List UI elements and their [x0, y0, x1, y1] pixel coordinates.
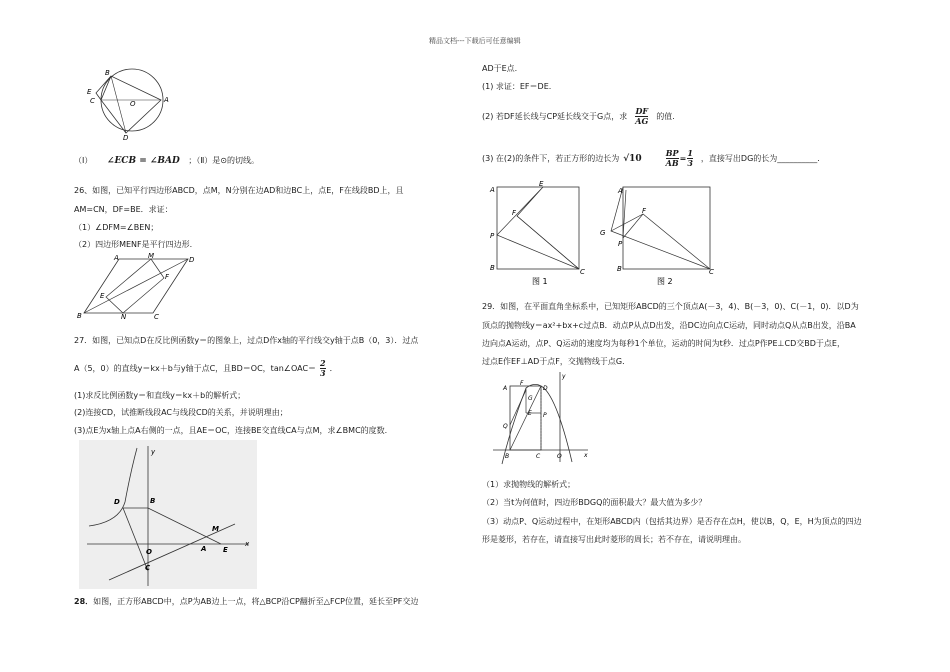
label-d: D [123, 134, 129, 140]
svg-text:O: O [146, 548, 152, 556]
q29-part3-line1: （3）动点P、Q运动过程中，在矩形ABCD内（包括其边界）是否存在点H，使以B，Q，E，H为顶点的四边 [482, 517, 862, 526]
q26-line3: （1）∠DFM=∠BEN； [74, 223, 159, 232]
q28-part3: (3) 在(2)的条件下，若正方形的边长为 √10 $\frac{BP}{AB}$ = $\frac{1}{3}$ ，直接写出DG的长为 __________. [482, 148, 820, 168]
svg-text:P: P [543, 412, 547, 419]
label-e: E [87, 88, 92, 96]
q29-part2: （2）当t为何值时，四边形BDGQ的面积最大？最大值为多少？ [482, 498, 707, 507]
svg-text:P: P [490, 232, 495, 240]
label-a: A [164, 96, 169, 104]
square-figure-2 [596, 180, 716, 290]
svg-text:B: B [150, 497, 156, 505]
q29-part1: （1）求抛物线的解析式； [482, 480, 576, 489]
svg-text:A: A [201, 545, 207, 553]
svg-text:E: E [223, 546, 228, 554]
svg-text:B: B [505, 453, 510, 460]
df-ag-fraction: $\frac{DF}{AG}$ [635, 106, 649, 126]
svg-text:x: x [245, 540, 250, 548]
q26-line1: 26、如图，已知平行四边形ABCD，点M，N分别在边AD和边BC上，点E，F在线段BD上，且 [74, 186, 404, 195]
svg-text:C: C [709, 268, 714, 276]
svg-text:F: F [642, 207, 647, 215]
svg-text:E: E [528, 410, 532, 417]
svg-text:P: P [618, 240, 623, 248]
label-c: C [90, 97, 95, 105]
q28-continuation: AD于E点. [482, 64, 518, 73]
q27-line1: 27．如图，已知点D在反比例函数y＝的图象上，过点D作x轴的平行线交y轴于点B（0，3）．过点 [74, 336, 419, 345]
circle-figure [82, 64, 174, 140]
svg-text:A: A [618, 187, 623, 195]
q29-part3-line2: 形是菱形，若存在，请直接写出此时菱形的周长；若不存在，请说明理由。 [482, 535, 746, 544]
q29-line4: 过点E作EF⊥AD于点F，交抛物线于点G． [482, 357, 631, 366]
svg-text:C: C [580, 268, 585, 276]
svg-text:y: y [562, 373, 566, 380]
svg-text:C: C [145, 564, 151, 572]
svg-text:B: B [617, 265, 622, 273]
svg-text:x: x [584, 452, 588, 459]
q27-line4: (2)连接CD，试推断线段AC与线段CD的关系，并说明理由； [74, 408, 288, 417]
q28-line1: 28．如图，正方形ABCD中，点P为AB边上一点，将△BCP沿CP翻折至△FCP位置，延长至PF交边 [74, 597, 419, 606]
svg-text:A: A [503, 385, 508, 392]
svg-text:G: G [528, 395, 533, 402]
svg-text:B: B [490, 264, 495, 272]
parallelogram-figure [76, 252, 198, 320]
svg-text:A: A [490, 186, 495, 194]
q25-part1-math: ∠ECB = ∠BAD [106, 156, 180, 166]
label-b: B [105, 69, 110, 77]
diagonal-bd [84, 259, 188, 313]
svg-text:N: N [121, 313, 127, 320]
sqrt-ten: √10 [623, 153, 642, 164]
figure-2-caption: 图 2 [657, 277, 673, 286]
q26-line4: （2）四边形MENF是平行四边形. [74, 240, 193, 249]
svg-text:Q: Q [503, 423, 508, 430]
svg-text:A: A [114, 254, 119, 262]
svg-text:B: B [77, 312, 82, 320]
label-o: O [130, 100, 136, 108]
answer-blank[interactable]: __________. [777, 153, 820, 163]
q26-line2: AM=CN，DF=BE．求证： [74, 205, 173, 214]
svg-text:C: C [154, 313, 159, 320]
svg-text:E: E [539, 180, 544, 188]
svg-text:M: M [212, 525, 219, 533]
q27-line5: (3)点E为x轴上点A右侧的一点，且AE＝OC，连接BE交直线CA与点M，求∠BMC的度数. [74, 426, 388, 435]
q29-line2: 顶点的抛物线y＝ax²+bx+c过点B．动点P从点D出发，沿DC边向点C运动，同时动点Q从点B出发，沿BA [482, 321, 856, 330]
q27-line3: (1)求反比例函数y＝和直线y＝kx＋b的解析式； [74, 391, 246, 400]
svg-text:G: G [600, 229, 606, 237]
svg-text:F: F [165, 273, 170, 281]
svg-text:C: C [536, 453, 541, 460]
one-third-fraction: $\frac{1}{3}$ [687, 148, 693, 168]
q29-line1: 29．如图，在平面直角坐标系中，已知矩形ABCD的三个顶点A(－3，4)、B(－3，0)、C(－1，0)．以D为 [482, 302, 859, 311]
q29-line3: 边向点A运动，点P、Q运动的速度均为每秒1个单位，运动的时间为t秒．过点P作PE⊥CD交BD于点E， [482, 339, 845, 348]
parabola-figure [490, 370, 592, 466]
q25-part2: ；（Ⅱ）是⊙的切线。 [188, 156, 260, 165]
q27-line2: A（5，0）的直线y＝kx＋b与y轴于点C，且BD＝OC，tan∠OAC＝ $\frac{2}{3}$ ． [74, 358, 338, 378]
svg-text:y: y [151, 448, 156, 456]
q28-part1: (1) 求证：EF＝DE. [482, 82, 552, 91]
q25-answer-line [74, 156, 259, 166]
square-figure-1 [488, 180, 588, 290]
svg-text:F: F [520, 380, 524, 387]
bp-ab-fraction: $\frac{BP}{AB}$ [665, 148, 679, 168]
svg-text:F: F [512, 209, 517, 217]
hyperbola-figure [79, 440, 257, 589]
svg-text:D: D [543, 385, 548, 392]
page-header: 精品文档---下载后可任意编辑 [429, 37, 521, 45]
svg-text:D: D [189, 256, 195, 264]
q28-part2: (2) 若DF延长线与CP延长线交于G点，求 $\frac{DF}{AG}$ 的值. [482, 106, 675, 126]
svg-text:E: E [100, 292, 105, 300]
q25-part1-prefix: （Ⅰ） [74, 156, 93, 165]
quad-menf [106, 259, 164, 313]
svg-text:M: M [148, 252, 155, 260]
figure-background [79, 440, 257, 589]
tan-fraction: $\frac{2}{3}$ [320, 358, 326, 378]
svg-text:D: D [114, 498, 120, 506]
figure-1-caption: 图 1 [532, 277, 548, 286]
svg-text:O: O [557, 453, 562, 460]
